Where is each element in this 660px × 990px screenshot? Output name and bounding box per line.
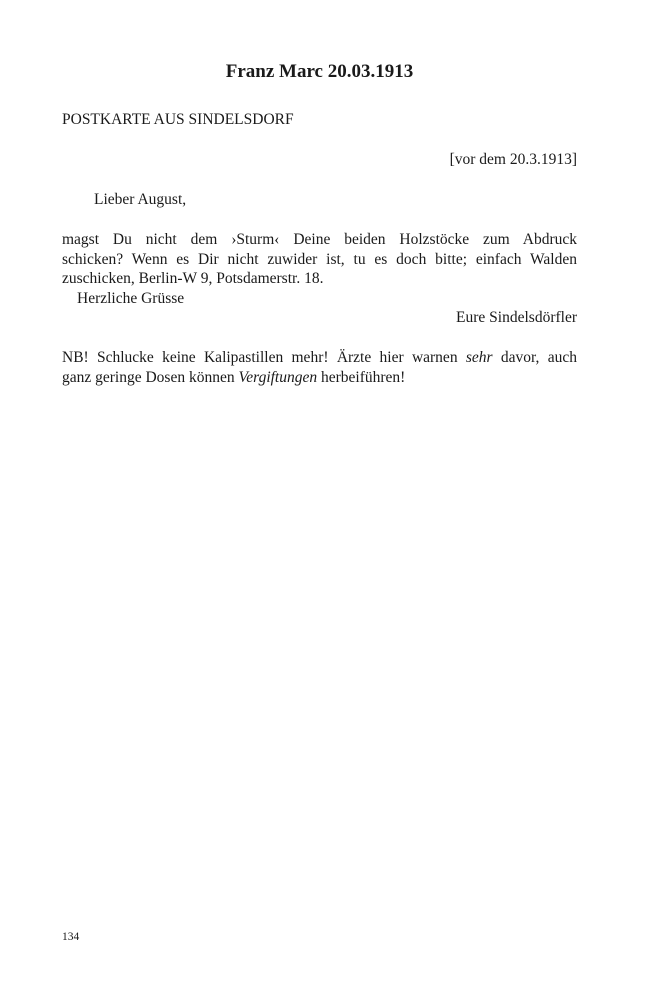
letter-body: [62, 230, 577, 328]
postscript-line-1: [62, 348, 577, 368]
salutation: Lieber August,: [94, 191, 187, 208]
postscript-line-2: [62, 368, 577, 388]
postscript-line-1-end: davor, auch: [492, 349, 577, 366]
page-title: Franz Marc 20.03.1913: [225, 61, 414, 82]
letter-heading: POSTKARTE AUS SINDELSDORF: [62, 111, 294, 128]
postscript-emphasis-sehr: sehr: [465, 349, 493, 366]
closing-greeting: Herzliche Grüsse: [77, 289, 185, 307]
postscript-line-2-start: ganz geringe Dosen können: [62, 368, 239, 386]
postscript-line-2-end: herbeiführen!: [317, 368, 406, 386]
date-note: [vor dem 20.3.1913]: [449, 151, 577, 168]
body-line-2: schicken? Wenn es Dir nicht zuwider ist, tu es doch bitte; einfach Walden: [62, 250, 577, 268]
postscript: [62, 348, 577, 387]
body-line-1: magst Du nicht dem ›Sturm‹ Deine beiden Holzstöcke zum Abdruck: [62, 231, 577, 248]
signature: Eure Sindelsdörfler: [456, 309, 577, 326]
postscript-line-1-start: NB! Schlucke keine Kalipastillen mehr! Ärzte hier warnen: [62, 349, 466, 366]
page-number: 134: [62, 931, 80, 943]
body-line-3: zuschicken, Berlin-W 9, Potsdamerstr. 18.: [62, 270, 324, 287]
document-page: [62, 0, 577, 990]
postscript-emphasis-vergiftungen: Vergiftungen: [238, 368, 318, 386]
